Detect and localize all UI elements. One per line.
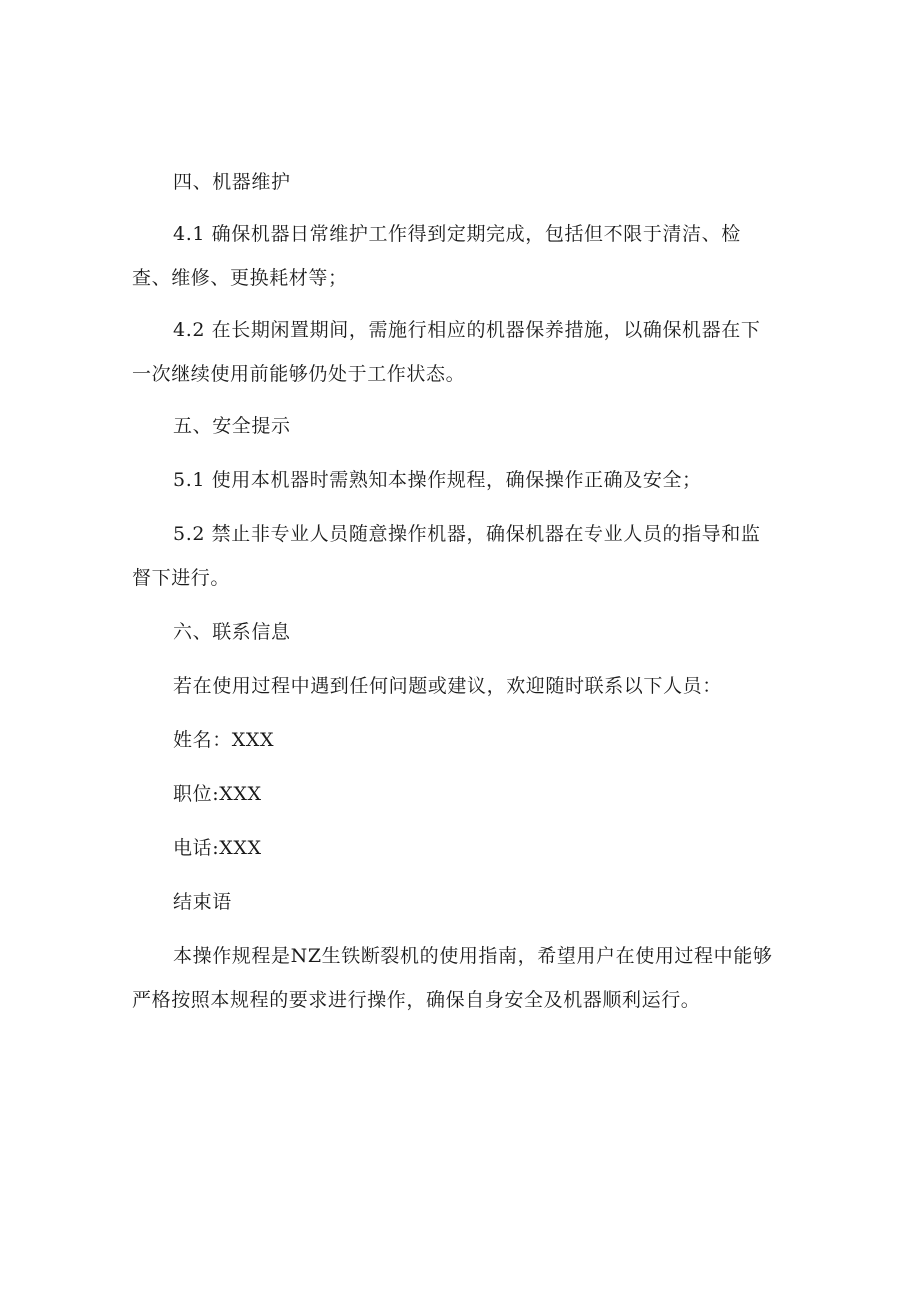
section-heading-safety: 五、安全提示: [173, 415, 291, 437]
paragraph-5-2-line-1: 5.2 禁止非专业人员随意操作机器，确保机器在专业人员的指导和监: [173, 523, 761, 545]
paragraph-5-2-line-2: 督下进行。: [132, 567, 231, 589]
section-heading-maintenance: 四、机器维护: [173, 171, 291, 193]
section-heading-contact: 六、联系信息: [173, 621, 291, 643]
paragraph-5-1: 5.1 使用本机器时需熟知本操作规程，确保操作正确及安全；: [173, 469, 702, 491]
contact-position: 职位:XXX: [173, 783, 262, 805]
paragraph-4-2-line-1: 4.2 在长期闲置期间，需施行相应的机器保养措施，以确保机器在下: [173, 319, 761, 341]
closing-paragraph-line-2: 严格按照本规程的要求进行操作，确保自身安全及机器顺利运行。: [132, 989, 701, 1011]
contact-intro: 若在使用过程中遇到任何问题或建议，欢迎随时联系以下人员：: [173, 675, 722, 697]
paragraph-4-1-line-1: 4.1 确保机器日常维护工作得到定期完成，包括但不限于清洁、检: [173, 223, 741, 245]
closing-heading: 结束语: [173, 891, 232, 913]
contact-name: 姓名：XXX: [173, 729, 275, 751]
contact-phone: 电话:XXX: [173, 837, 262, 859]
paragraph-4-2-line-2: 一次继续使用前能够仍处于工作状态。: [132, 363, 466, 385]
paragraph-4-1-line-2: 查、维修、更换耗材等；: [132, 267, 348, 289]
closing-paragraph-line-1: 本操作规程是NZ生铁断裂机的使用指南，希望用户在使用过程中能够: [173, 945, 773, 967]
